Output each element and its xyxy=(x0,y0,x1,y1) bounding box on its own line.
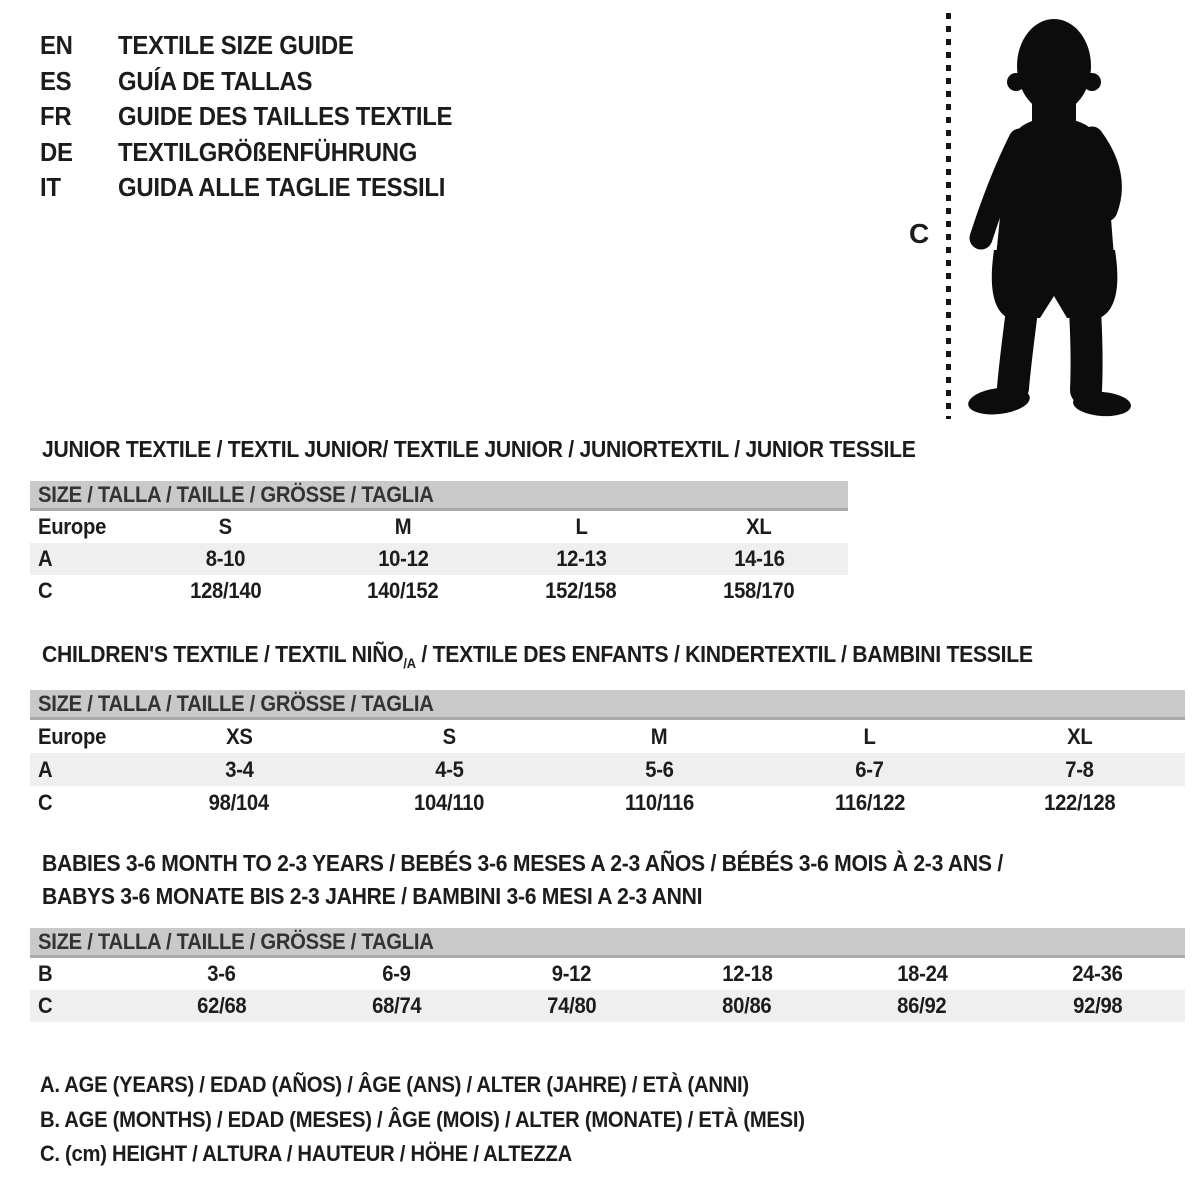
language-row-it xyxy=(40,170,481,206)
size-header-bar: SIZE / TALLA / TAILLE / GRÖSSE / TAGLIA xyxy=(30,928,1185,958)
table-row-europe xyxy=(30,511,848,543)
table-cell: 3-6 xyxy=(207,961,236,986)
table-cell: L xyxy=(863,723,876,749)
height-measure-dashed-line xyxy=(946,13,951,419)
table-cell: 24-36 xyxy=(1072,961,1123,986)
table-cell: 9-12 xyxy=(552,961,592,986)
table-cell: 110/116 xyxy=(624,789,694,815)
language-code: DE xyxy=(40,136,73,167)
table-row-height xyxy=(30,575,848,607)
table-cell: 8-10 xyxy=(205,546,245,571)
row-label: Europe xyxy=(38,514,107,539)
row-label: C xyxy=(38,578,53,603)
size-header-bar: SIZE / TALLA / TAILLE / GRÖSSE / TAGLIA xyxy=(30,690,1185,720)
language-code: EN xyxy=(40,30,73,61)
guide-title-fr: GUIDE DES TAILLES TEXTILE xyxy=(118,101,453,132)
table-cell: 140/152 xyxy=(367,578,439,603)
table-row-height xyxy=(30,990,1185,1022)
babies-size-table xyxy=(30,928,1185,1022)
legend-line-b: B. AGE (MONTHS) / EDAD (MESES) / ÂGE (MOIS) / ALTER (MONATE) / ETÀ (MESI) xyxy=(40,1106,805,1132)
table-cell: 92/98 xyxy=(1072,993,1123,1018)
table-row-age xyxy=(30,543,848,575)
row-label: C xyxy=(38,993,53,1018)
table-cell: 12-18 xyxy=(721,961,773,986)
table-cell: 80/86 xyxy=(722,993,772,1018)
junior-size-table xyxy=(30,481,848,607)
row-label: A xyxy=(38,756,53,782)
babies-title-line2: BABYS 3-6 MONATE BIS 2-3 JAHRE / BAMBINI 3-6 MESI A 2-3 ANNI xyxy=(42,883,703,909)
nino-a-subscript: /A xyxy=(403,655,416,671)
legend-line-a: A. AGE (YEARS) / EDAD (AÑOS) / ÂGE (ANS) / ALTER (JAHRE) / ETÀ (ANNI) xyxy=(40,1072,749,1098)
table-cell: XS xyxy=(225,723,253,749)
children-size-table xyxy=(30,690,1185,819)
baby-silhouette-icon xyxy=(966,12,1144,420)
table-cell: 68/74 xyxy=(372,993,422,1018)
table-cell: 122/128 xyxy=(1044,789,1116,815)
row-label: C xyxy=(38,789,53,815)
table-cell: 7-8 xyxy=(1065,756,1095,782)
height-measure-label: C xyxy=(909,218,929,249)
table-cell: 62/68 xyxy=(196,993,247,1018)
table-cell: 152/158 xyxy=(545,578,617,603)
table-row-age xyxy=(30,753,1185,786)
language-row-en xyxy=(40,28,481,64)
table-cell: 98/104 xyxy=(208,789,270,815)
table-cell: XL xyxy=(746,514,772,539)
size-header-bar: SIZE / TALLA / TAILLE / GRÖSSE / TAGLIA xyxy=(30,481,848,511)
table-cell: S xyxy=(442,723,456,749)
language-row-fr xyxy=(40,99,481,135)
table-row-months xyxy=(30,958,1185,990)
guide-title-es: GUÍA DE TALLAS xyxy=(118,65,313,96)
table-cell: 74/80 xyxy=(547,993,597,1018)
table-cell: 116/122 xyxy=(834,789,905,815)
language-row-es xyxy=(40,64,481,100)
table-cell: 128/140 xyxy=(189,578,261,603)
language-code: IT xyxy=(40,172,61,203)
table-cell: 10-12 xyxy=(377,546,429,571)
table-cell: L xyxy=(575,514,588,539)
guide-title-it: GUIDA ALLE TAGLIE TESSILI xyxy=(118,172,446,203)
table-cell: XL xyxy=(1067,723,1093,749)
table-cell: 6-9 xyxy=(382,961,411,986)
table-row-europe xyxy=(30,720,1185,753)
language-row-de xyxy=(40,135,481,171)
table-cell: 3-4 xyxy=(224,756,254,782)
language-list xyxy=(40,28,481,206)
language-code: ES xyxy=(40,65,72,96)
table-cell: 158/170 xyxy=(723,578,795,603)
table-cell: 86/92 xyxy=(897,993,947,1018)
table-cell: 5-6 xyxy=(645,756,674,782)
babies-title-line1: BABIES 3-6 MONTH TO 2-3 YEARS / BEBÉS 3-6 MESES A 2-3 AÑOS / BÉBÉS 3-6 MOIS À 2-3 ANS / xyxy=(42,850,1003,876)
table-cell: 12-13 xyxy=(555,546,607,571)
junior-section-title: JUNIOR TEXTILE / TEXTIL JUNIOR/ TEXTILE JUNIOR / JUNIORTEXTIL / JUNIOR TESSILE xyxy=(42,436,916,462)
legend-line-c: C. (cm) HEIGHT / ALTURA / HAUTEUR / HÖHE / ALTEZZA xyxy=(40,1141,572,1167)
guide-title-de: TEXTILGRÖßENFÜHRUNG xyxy=(118,136,418,167)
table-cell: 14-16 xyxy=(733,546,785,571)
table-cell: 104/110 xyxy=(414,789,485,815)
babies-section-title xyxy=(42,847,1087,913)
table-cell: 18-24 xyxy=(897,961,948,986)
row-label: Europe xyxy=(38,723,107,749)
table-cell: M xyxy=(394,514,412,539)
table-row-height xyxy=(30,786,1185,819)
children-section-title: CHILDREN'S TEXTILE / TEXTIL $NIÑO_{/A}$ / TEXTILE DES ENFANTS / KINDERTEXTIL / BAMBINI TESSILE xyxy=(42,641,1033,671)
row-label: B xyxy=(38,961,53,986)
row-label: A xyxy=(38,546,53,571)
guide-title-en: TEXTILE SIZE GUIDE xyxy=(118,30,354,61)
language-code: FR xyxy=(40,101,72,132)
table-cell: 4-5 xyxy=(435,756,464,782)
measure-legend xyxy=(40,1068,871,1172)
table-cell: M xyxy=(651,723,668,749)
table-cell: S xyxy=(218,514,232,539)
table-cell: 6-7 xyxy=(855,756,884,782)
